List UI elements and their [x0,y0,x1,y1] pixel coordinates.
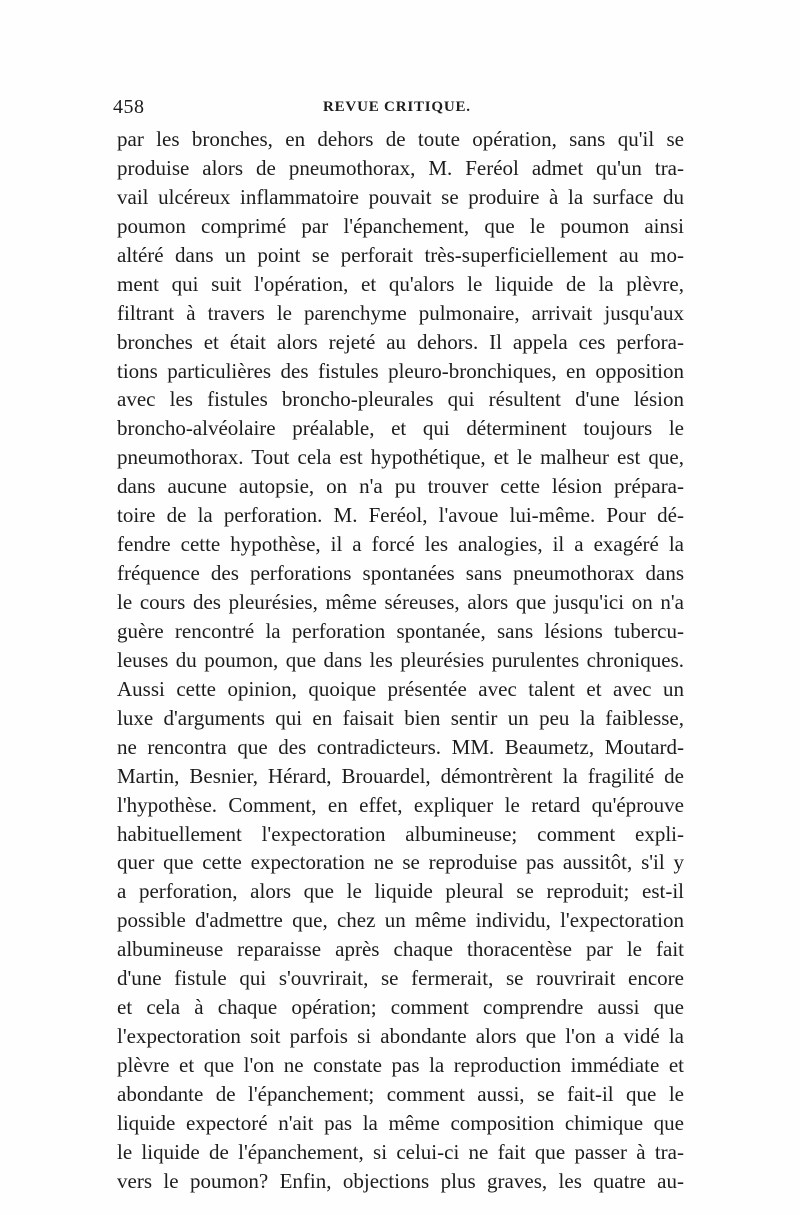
text-line: d'une fistule qui s'ouvrirait, se fermerait, se rouvrirait encore [117,966,684,991]
text-line: a perforation, alors que le liquide pleural se reproduit; est-il [117,879,684,904]
text-line: altéré dans un point se perforait très-superficiellement au mo- [117,242,684,267]
text-line: luxe d'arguments qui en faisait bien sentir un peu la faiblesse, [117,705,684,730]
text-line: le cours des pleurésies, même séreuses, alors que jusqu'ici on n'a [117,590,684,614]
text-line: tions particulières des fistules pleuro-bronchiques, en opposition [117,358,684,383]
text-line: avec les fistules broncho-pleurales qui résultent d'une lésion [117,387,684,412]
text-line: liquide expectoré n'ait pas la même composition chimique que [117,1110,684,1135]
body-text [117,125,684,1196]
text-line: bronches et était alors rejeté au dehors. Il appela ces perfora- [117,329,684,354]
text-line: fendre cette hypothèse, il a forcé les analogies, il a exagéré la [117,532,684,557]
text-line: albumineuse reparaisse après chaque thoracentèse par le fait [117,937,684,962]
text-line: abondante de l'épanchement; comment aussi, se fait-il que le [117,1081,684,1106]
text-line: et cela à chaque opération; comment comprendre aussi que [117,995,684,1020]
text-line: ne rencontra que des contradicteurs. MM. Beaumetz, Moutard- [117,734,684,759]
text-line: Martin, Besnier, Hérard, Brouardel, démontrèrent la fragilité de [117,763,684,788]
text-line: plèvre et que l'on ne constate pas la reproduction immédiate et [117,1053,684,1077]
text-line: l'hypothèse. Comment, en effet, expliquer le retard qu'éprouve [117,792,684,817]
text-line: toire de la perforation. M. Feréol, l'avoue lui-même. Pour dé- [117,503,684,528]
text-line: habituellement l'expectoration albumineuse; comment expli- [117,821,684,846]
text-line: Aussi cette opinion, quoique présentée avec talent et avec un [117,676,684,701]
page-number: 458 [113,96,145,118]
text-line: le liquide de l'épanchement, si celui-ci ne fait que passer à tra- [117,1139,684,1164]
text-line: dans aucune autopsie, on n'a pu trouver cette lésion prépara- [117,474,684,499]
text-line: fréquence des perforations spontanées sans pneumothorax dans [117,561,684,586]
text-line: possible d'admettre que, chez un même individu, l'expectoration [117,908,684,933]
text-line: vers le poumon? Enfin, objections plus graves, les quatre au- [117,1168,684,1193]
text-line: filtrant à travers le parenchyme pulmonaire, arrivait jusqu'aux [117,300,684,325]
page-header [113,92,683,122]
text-line: par les bronches, en dehors de toute opération, sans qu'il se [117,127,684,151]
text-line: vail ulcéreux inflammatoire pouvait se produire à la surface du [117,184,684,209]
running-title: REVUE CRITIQUE. [323,99,471,115]
text-line: ment qui suit l'opération, et qu'alors le liquide de la plèvre, [117,271,684,296]
text-line: produise alors de pneumothorax, M. Feréol admet qu'un tra- [117,155,684,180]
text-line: pneumothorax. Tout cela est hypothétique, et le malheur est que, [117,445,684,470]
text-line: l'expectoration soit parfois si abondante alors que l'on a vidé la [117,1024,684,1049]
text-line: guère rencontré la perforation spontanée, sans lésions tubercu- [117,618,684,643]
text-line: leuses du poumon, que dans les pleurésies purulentes chroniques. [117,647,684,672]
text-line: poumon comprimé par l'épanchement, que le poumon ainsi [117,213,684,238]
text-line: quer que cette expectoration ne se reproduise pas aussitôt, s'il y [117,850,684,875]
text-line: broncho-alvéolaire préalable, et qui déterminent toujours le [117,416,684,441]
